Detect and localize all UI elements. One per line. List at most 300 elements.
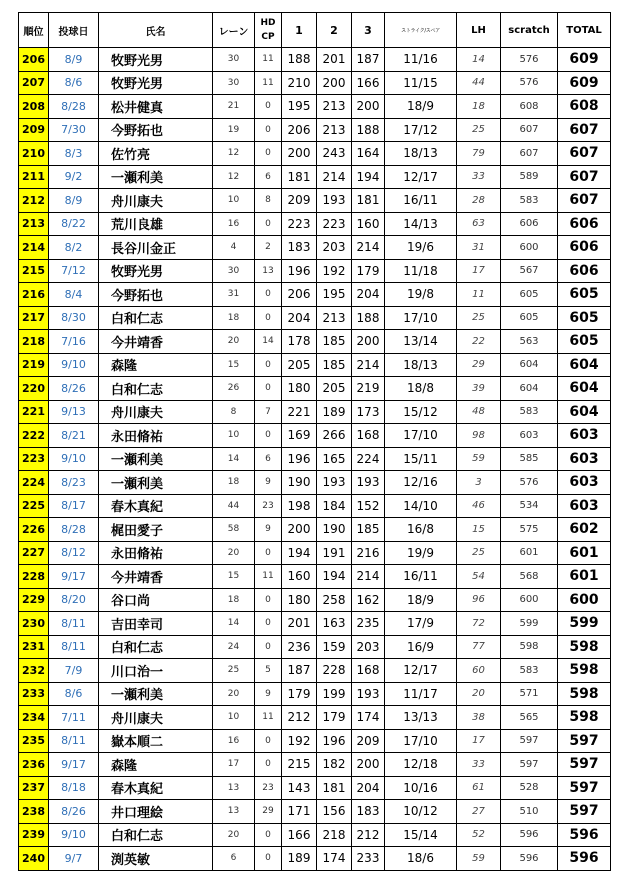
scratch-cell: 575	[501, 518, 558, 542]
game3-cell: 173	[352, 400, 385, 424]
strike-spare-cell: 12/18	[385, 753, 457, 777]
scratch-cell: 585	[501, 447, 558, 471]
game3-cell: 188	[352, 118, 385, 142]
hdcp-cell: 0	[255, 377, 282, 401]
strike-spare-cell: 17/12	[385, 118, 457, 142]
game3-cell: 188	[352, 306, 385, 330]
header-date: 投球日	[49, 13, 99, 48]
date-cell: 8/17	[49, 494, 99, 518]
lane-cell: 25	[213, 659, 255, 683]
name-cell: 舟川康夫	[99, 189, 213, 213]
game1-cell: 201	[282, 612, 317, 636]
name-cell: 白和仁志	[99, 635, 213, 659]
date-cell: 7/16	[49, 330, 99, 354]
game2-cell: 223	[317, 212, 352, 236]
game3-cell: 216	[352, 541, 385, 565]
lane-cell: 24	[213, 635, 255, 659]
scratch-cell: 607	[501, 118, 558, 142]
scratch-cell: 597	[501, 729, 558, 753]
lh-cell: 59	[457, 447, 501, 471]
game2-cell: 163	[317, 612, 352, 636]
game2-cell: 156	[317, 800, 352, 824]
rank-cell: 211	[19, 165, 49, 189]
game1-cell: 195	[282, 95, 317, 119]
game2-cell: 184	[317, 494, 352, 518]
lane-cell: 19	[213, 118, 255, 142]
table-row	[19, 353, 611, 377]
lh-cell: 79	[457, 142, 501, 166]
table-row	[19, 776, 611, 800]
table-row	[19, 118, 611, 142]
game3-cell: 164	[352, 142, 385, 166]
lane-cell: 13	[213, 800, 255, 824]
game3-cell: 179	[352, 259, 385, 283]
name-cell: 永田脩祐	[99, 541, 213, 565]
scratch-cell: 576	[501, 48, 558, 72]
game1-cell: 204	[282, 306, 317, 330]
hdcp-cell: 6	[255, 447, 282, 471]
game1-cell: 187	[282, 659, 317, 683]
hdcp-cell: 5	[255, 659, 282, 683]
total-cell: 597	[558, 800, 611, 824]
rank-cell: 215	[19, 259, 49, 283]
game3-cell: 185	[352, 518, 385, 542]
strike-spare-cell: 15/12	[385, 400, 457, 424]
total-cell: 598	[558, 682, 611, 706]
lane-cell: 16	[213, 729, 255, 753]
lh-cell: 54	[457, 565, 501, 589]
header-row	[19, 13, 611, 48]
table-row	[19, 753, 611, 777]
total-cell: 604	[558, 353, 611, 377]
name-cell: 森隆	[99, 753, 213, 777]
date-cell: 7/9	[49, 659, 99, 683]
lane-cell: 20	[213, 330, 255, 354]
name-cell: 白和仁志	[99, 306, 213, 330]
hdcp-cell: 13	[255, 259, 282, 283]
hdcp-cell: 8	[255, 189, 282, 213]
total-cell: 606	[558, 259, 611, 283]
date-cell: 9/17	[49, 565, 99, 589]
lane-cell: 4	[213, 236, 255, 260]
lh-cell: 18	[457, 95, 501, 119]
scratch-cell: 600	[501, 588, 558, 612]
game1-cell: 236	[282, 635, 317, 659]
game1-cell: 171	[282, 800, 317, 824]
date-cell: 8/28	[49, 518, 99, 542]
total-cell: 605	[558, 283, 611, 307]
lh-cell: 17	[457, 729, 501, 753]
hdcp-cell: 0	[255, 823, 282, 847]
game3-cell: 162	[352, 588, 385, 612]
game2-cell: 201	[317, 48, 352, 72]
name-cell: 春木真紀	[99, 776, 213, 800]
lh-cell: 29	[457, 353, 501, 377]
game1-cell: 180	[282, 588, 317, 612]
name-cell: 白和仁志	[99, 823, 213, 847]
table-row	[19, 142, 611, 166]
lane-cell: 6	[213, 847, 255, 871]
game2-cell: 195	[317, 283, 352, 307]
date-cell: 8/4	[49, 283, 99, 307]
total-cell: 606	[558, 236, 611, 260]
lane-cell: 30	[213, 71, 255, 95]
scratch-cell: 528	[501, 776, 558, 800]
lane-cell: 18	[213, 588, 255, 612]
strike-spare-cell: 17/10	[385, 729, 457, 753]
total-cell: 605	[558, 330, 611, 354]
scratch-cell: 534	[501, 494, 558, 518]
table-row	[19, 236, 611, 260]
table-row	[19, 588, 611, 612]
lane-cell: 10	[213, 189, 255, 213]
rank-cell: 240	[19, 847, 49, 871]
lh-cell: 11	[457, 283, 501, 307]
game1-cell: 190	[282, 471, 317, 495]
strike-spare-cell: 10/12	[385, 800, 457, 824]
lh-cell: 59	[457, 847, 501, 871]
rank-cell: 238	[19, 800, 49, 824]
date-cell: 9/17	[49, 753, 99, 777]
lane-cell: 26	[213, 377, 255, 401]
hdcp-cell: 0	[255, 212, 282, 236]
name-cell: 永田脩祐	[99, 424, 213, 448]
date-cell: 9/7	[49, 847, 99, 871]
strike-spare-cell: 14/13	[385, 212, 457, 236]
game2-cell: 213	[317, 306, 352, 330]
game1-cell: 181	[282, 165, 317, 189]
name-cell: 長谷川金正	[99, 236, 213, 260]
total-cell: 601	[558, 541, 611, 565]
scratch-cell: 603	[501, 424, 558, 448]
scratch-cell: 565	[501, 706, 558, 730]
total-cell: 598	[558, 635, 611, 659]
rank-cell: 239	[19, 823, 49, 847]
lh-cell: 20	[457, 682, 501, 706]
name-cell: 牧野光男	[99, 48, 213, 72]
game2-cell: 185	[317, 330, 352, 354]
table-row	[19, 95, 611, 119]
hdcp-cell: 0	[255, 353, 282, 377]
table-row	[19, 400, 611, 424]
lh-cell: 39	[457, 377, 501, 401]
strike-spare-cell: 17/10	[385, 306, 457, 330]
lane-cell: 14	[213, 612, 255, 636]
game2-cell: 181	[317, 776, 352, 800]
name-cell: 今井靖香	[99, 330, 213, 354]
rank-cell: 214	[19, 236, 49, 260]
rank-cell: 222	[19, 424, 49, 448]
name-cell: 一瀬利美	[99, 471, 213, 495]
total-cell: 609	[558, 48, 611, 72]
scratch-cell: 596	[501, 823, 558, 847]
table-row	[19, 800, 611, 824]
rank-cell: 229	[19, 588, 49, 612]
scratch-cell: 510	[501, 800, 558, 824]
game3-cell: 235	[352, 612, 385, 636]
game2-cell: 189	[317, 400, 352, 424]
lh-cell: 27	[457, 800, 501, 824]
lh-cell: 38	[457, 706, 501, 730]
game3-cell: 214	[352, 236, 385, 260]
strike-spare-cell: 14/10	[385, 494, 457, 518]
game2-cell: 200	[317, 71, 352, 95]
rank-cell: 226	[19, 518, 49, 542]
game3-cell: 160	[352, 212, 385, 236]
lh-cell: 77	[457, 635, 501, 659]
lh-cell: 28	[457, 189, 501, 213]
name-cell: 一瀬利美	[99, 165, 213, 189]
date-cell: 8/11	[49, 729, 99, 753]
scratch-cell: 563	[501, 330, 558, 354]
strike-spare-cell: 19/6	[385, 236, 457, 260]
game2-cell: 196	[317, 729, 352, 753]
game2-cell: 159	[317, 635, 352, 659]
name-cell: 一瀬利美	[99, 682, 213, 706]
game1-cell: 205	[282, 353, 317, 377]
date-cell: 8/9	[49, 189, 99, 213]
total-cell: 596	[558, 847, 611, 871]
game1-cell: 180	[282, 377, 317, 401]
hdcp-cell: 9	[255, 518, 282, 542]
date-cell: 8/11	[49, 635, 99, 659]
game3-cell: 181	[352, 189, 385, 213]
lane-cell: 17	[213, 753, 255, 777]
hdcp-cell: 11	[255, 706, 282, 730]
total-cell: 608	[558, 95, 611, 119]
game1-cell: 206	[282, 283, 317, 307]
strike-spare-cell: 18/9	[385, 95, 457, 119]
date-cell: 9/10	[49, 447, 99, 471]
name-cell: 牧野光男	[99, 71, 213, 95]
total-cell: 609	[558, 71, 611, 95]
ranking-table	[18, 12, 611, 871]
game1-cell: 178	[282, 330, 317, 354]
total-cell: 602	[558, 518, 611, 542]
table-row	[19, 635, 611, 659]
strike-spare-cell: 15/11	[385, 447, 457, 471]
hdcp-cell: 9	[255, 682, 282, 706]
scratch-cell: 583	[501, 400, 558, 424]
header-hdcp-line2: CP	[261, 32, 275, 42]
game1-cell: 192	[282, 729, 317, 753]
game3-cell: 193	[352, 471, 385, 495]
scratch-cell: 604	[501, 353, 558, 377]
strike-spare-cell: 18/6	[385, 847, 457, 871]
lh-cell: 17	[457, 259, 501, 283]
header-total: TOTAL	[558, 13, 611, 48]
lh-cell: 63	[457, 212, 501, 236]
rank-cell: 221	[19, 400, 49, 424]
header-game-2: 2	[317, 13, 352, 48]
ranking-rows	[19, 48, 611, 871]
table-row	[19, 494, 611, 518]
game2-cell: 214	[317, 165, 352, 189]
hdcp-cell: 0	[255, 95, 282, 119]
game1-cell: 200	[282, 518, 317, 542]
table-row	[19, 306, 611, 330]
name-cell: 渕英敏	[99, 847, 213, 871]
game1-cell: 223	[282, 212, 317, 236]
game2-cell: 243	[317, 142, 352, 166]
hdcp-cell: 7	[255, 400, 282, 424]
strike-spare-cell: 16/11	[385, 189, 457, 213]
strike-spare-cell: 16/11	[385, 565, 457, 589]
hdcp-cell: 0	[255, 424, 282, 448]
scratch-cell: 589	[501, 165, 558, 189]
hdcp-cell: 0	[255, 306, 282, 330]
scratch-cell: 600	[501, 236, 558, 260]
game3-cell: 209	[352, 729, 385, 753]
name-cell: 谷口尚	[99, 588, 213, 612]
lh-cell: 25	[457, 118, 501, 142]
game3-cell: 214	[352, 565, 385, 589]
lane-cell: 10	[213, 706, 255, 730]
table-row	[19, 823, 611, 847]
total-cell: 597	[558, 729, 611, 753]
game2-cell: 193	[317, 189, 352, 213]
header-game-1: 1	[282, 13, 317, 48]
game1-cell: 194	[282, 541, 317, 565]
game2-cell: 190	[317, 518, 352, 542]
game1-cell: 188	[282, 48, 317, 72]
game2-cell: 199	[317, 682, 352, 706]
rank-cell: 227	[19, 541, 49, 565]
game3-cell: 200	[352, 95, 385, 119]
strike-spare-cell: 13/13	[385, 706, 457, 730]
table-row	[19, 424, 611, 448]
game2-cell: 192	[317, 259, 352, 283]
date-cell: 8/6	[49, 71, 99, 95]
lh-cell: 3	[457, 471, 501, 495]
game3-cell: 219	[352, 377, 385, 401]
date-cell: 9/10	[49, 353, 99, 377]
scratch-cell: 599	[501, 612, 558, 636]
game3-cell: 194	[352, 165, 385, 189]
date-cell: 8/6	[49, 682, 99, 706]
name-cell: 吉田幸司	[99, 612, 213, 636]
lane-cell: 18	[213, 306, 255, 330]
lh-cell: 61	[457, 776, 501, 800]
hdcp-cell: 6	[255, 165, 282, 189]
scratch-cell: 597	[501, 753, 558, 777]
lane-cell: 21	[213, 95, 255, 119]
game2-cell: 266	[317, 424, 352, 448]
table-row	[19, 847, 611, 871]
game3-cell: 233	[352, 847, 385, 871]
scratch-cell: 571	[501, 682, 558, 706]
game3-cell: 212	[352, 823, 385, 847]
game3-cell: 152	[352, 494, 385, 518]
date-cell: 9/10	[49, 823, 99, 847]
date-cell: 9/13	[49, 400, 99, 424]
hdcp-cell: 0	[255, 541, 282, 565]
game1-cell: 183	[282, 236, 317, 260]
header-lane: レーン	[213, 13, 255, 48]
game1-cell: 198	[282, 494, 317, 518]
lh-cell: 33	[457, 753, 501, 777]
game2-cell: 258	[317, 588, 352, 612]
lh-cell: 25	[457, 541, 501, 565]
lane-cell: 31	[213, 283, 255, 307]
game3-cell: 200	[352, 753, 385, 777]
rank-cell: 225	[19, 494, 49, 518]
game3-cell: 174	[352, 706, 385, 730]
game1-cell: 196	[282, 447, 317, 471]
game2-cell: 218	[317, 823, 352, 847]
date-cell: 8/28	[49, 95, 99, 119]
date-cell: 8/9	[49, 48, 99, 72]
total-cell: 603	[558, 447, 611, 471]
hdcp-cell: 0	[255, 729, 282, 753]
table-row	[19, 212, 611, 236]
name-cell: 嶽本順二	[99, 729, 213, 753]
game2-cell: 165	[317, 447, 352, 471]
game2-cell: 213	[317, 118, 352, 142]
rank-cell: 209	[19, 118, 49, 142]
lane-cell: 10	[213, 424, 255, 448]
header-hdcp-line1: HD	[260, 18, 276, 28]
total-cell: 599	[558, 612, 611, 636]
rank-cell: 231	[19, 635, 49, 659]
table-row	[19, 729, 611, 753]
scratch-cell: 576	[501, 71, 558, 95]
lane-cell: 30	[213, 48, 255, 72]
rank-cell: 213	[19, 212, 49, 236]
lane-cell: 20	[213, 823, 255, 847]
strike-spare-cell: 18/13	[385, 142, 457, 166]
date-cell: 8/12	[49, 541, 99, 565]
header-hdcp	[255, 13, 282, 48]
rank-cell: 234	[19, 706, 49, 730]
game3-cell: 204	[352, 776, 385, 800]
hdcp-cell: 23	[255, 494, 282, 518]
table-row	[19, 518, 611, 542]
game1-cell: 209	[282, 189, 317, 213]
hdcp-cell: 0	[255, 588, 282, 612]
rank-cell: 220	[19, 377, 49, 401]
name-cell: 今野拓也	[99, 283, 213, 307]
lh-cell: 98	[457, 424, 501, 448]
lh-cell: 33	[457, 165, 501, 189]
game2-cell: 194	[317, 565, 352, 589]
name-cell: 梶田愛子	[99, 518, 213, 542]
lane-cell: 15	[213, 565, 255, 589]
total-cell: 601	[558, 565, 611, 589]
hdcp-cell: 11	[255, 71, 282, 95]
table-row	[19, 377, 611, 401]
scratch-cell: 576	[501, 471, 558, 495]
game1-cell: 143	[282, 776, 317, 800]
game2-cell: 213	[317, 95, 352, 119]
scratch-cell: 583	[501, 659, 558, 683]
name-cell: 今井靖香	[99, 565, 213, 589]
strike-spare-cell: 11/16	[385, 48, 457, 72]
strike-spare-cell: 18/8	[385, 377, 457, 401]
game1-cell: 189	[282, 847, 317, 871]
game1-cell: 196	[282, 259, 317, 283]
table-row	[19, 447, 611, 471]
table-row	[19, 48, 611, 72]
header-name: 氏名	[99, 13, 213, 48]
name-cell: 井口理絵	[99, 800, 213, 824]
lane-cell: 20	[213, 682, 255, 706]
game1-cell: 212	[282, 706, 317, 730]
rank-cell: 207	[19, 71, 49, 95]
game1-cell: 169	[282, 424, 317, 448]
strike-spare-cell: 18/13	[385, 353, 457, 377]
rank-cell: 237	[19, 776, 49, 800]
